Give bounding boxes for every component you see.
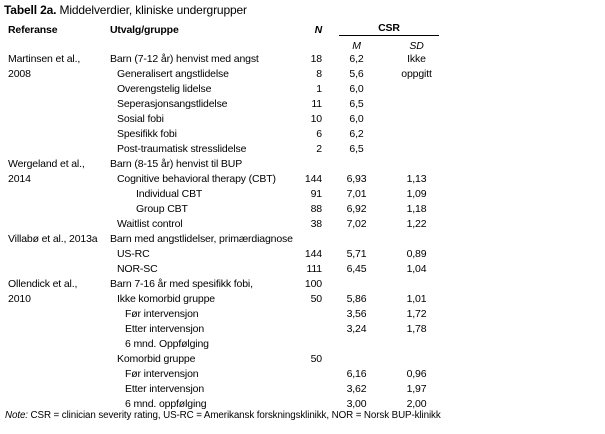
- table-row: [8, 232, 449, 247]
- header-sd: SD: [409, 40, 424, 52]
- table-row: [8, 367, 449, 382]
- table-row: [8, 172, 449, 187]
- sd-cell: 1,18: [406, 203, 427, 215]
- m-cell: 6,2: [349, 53, 364, 65]
- n-cell: 91: [310, 188, 322, 200]
- sd-cell: 2,00: [406, 398, 427, 410]
- table-row: [8, 292, 449, 307]
- m-cell: 5,71: [346, 248, 367, 260]
- table-row: [8, 337, 449, 352]
- reference-cell: 2014: [8, 173, 31, 185]
- group-cell: Barn (8-15 år) henvist til BUP: [110, 158, 243, 170]
- group-cell: Etter intervensjon: [125, 383, 205, 395]
- m-cell: 6,5: [349, 98, 364, 110]
- table-row: [8, 97, 449, 112]
- sd-cell: 1,22: [406, 218, 427, 230]
- group-cell: Individual CBT: [136, 188, 203, 200]
- table-row: [8, 187, 449, 202]
- n-cell: 6: [316, 128, 322, 140]
- sd-cell: oppgitt: [401, 68, 432, 80]
- table-body: [8, 52, 449, 412]
- group-cell: Barn med angstlidelser, primærdiagnose: [110, 233, 293, 245]
- group-cell: NOR-SC: [117, 263, 158, 275]
- table-row: [8, 322, 449, 337]
- reference-cell: Villabø et al., 2013a: [8, 233, 98, 245]
- header-n: N: [314, 24, 322, 36]
- group-cell: Komorbid gruppe: [117, 353, 196, 365]
- n-cell: 11: [311, 98, 322, 110]
- reference-cell: 2008: [8, 68, 31, 80]
- sd-cell: 1,13: [406, 173, 427, 185]
- m-cell: 7,01: [346, 188, 367, 200]
- group-cell: Barn 7-16 år med spesifikk fobi,: [110, 278, 253, 290]
- n-cell: 38: [310, 218, 322, 230]
- n-cell: 144: [304, 173, 322, 185]
- sd-cell: 1,78: [406, 323, 427, 335]
- group-cell: Etter intervensjon: [125, 323, 205, 335]
- n-cell: 100: [304, 278, 322, 290]
- table-note: [5, 410, 441, 421]
- sd-cell: 0,96: [406, 368, 427, 380]
- group-cell: 6 mnd. Oppfølging: [125, 338, 209, 350]
- group-cell: Overengstelig lidelse: [117, 83, 212, 95]
- n-cell: 144: [304, 248, 322, 260]
- table-row: [8, 262, 449, 277]
- n-cell: 10: [310, 113, 322, 125]
- reference-cell: Wergeland et al.,: [8, 158, 85, 170]
- sd-cell: 1,09: [406, 188, 427, 200]
- group-cell: Spesifikk fobi: [117, 128, 177, 140]
- n-cell: 8: [316, 68, 322, 80]
- group-cell: Seperasjonsangstlidelse: [117, 98, 228, 110]
- m-cell: 6,2: [349, 128, 364, 140]
- group-cell: Før intervensjon: [125, 368, 199, 380]
- sd-cell: 1,04: [406, 263, 427, 275]
- sd-cell: 1,97: [406, 383, 427, 395]
- m-cell: 5,6: [349, 68, 364, 80]
- m-cell: 6,5: [349, 143, 364, 155]
- reference-cell: Martinsen et al.,: [8, 53, 81, 65]
- header-utvalg-gruppe: Utvalg/gruppe: [110, 24, 179, 36]
- note-label: Note:: [5, 410, 28, 421]
- table-header-row-1: [8, 22, 449, 36]
- table-number: Tabell 2a.: [4, 3, 57, 17]
- m-cell: 6,45: [346, 263, 367, 275]
- table-row: [8, 112, 449, 127]
- m-cell: 6,92: [346, 203, 367, 215]
- group-cell: US-RC: [117, 248, 150, 260]
- table-row: [8, 217, 449, 232]
- table-row: [8, 352, 449, 367]
- n-cell: 50: [310, 353, 322, 365]
- note-text: CSR = clinician severity rating, US-RC = Amerikansk forskningsklinikk, NOR = Norsk BUP-klinikk: [27, 410, 441, 421]
- n-cell: 1: [316, 83, 322, 95]
- table-row: [8, 157, 449, 172]
- group-cell: Barn (7-12 år) henvist med angst: [110, 53, 259, 65]
- n-cell: 18: [310, 53, 322, 65]
- header-referanse: Referanse: [8, 24, 58, 36]
- group-cell: Sosial fobi: [117, 113, 164, 125]
- n-cell: 2: [316, 143, 322, 155]
- reference-cell: 2010: [8, 293, 31, 305]
- m-cell: 6,0: [349, 113, 364, 125]
- sd-cell: 1,01: [406, 293, 427, 305]
- sd-cell: 0,89: [406, 248, 427, 260]
- group-cell: 6 mnd. oppfølging: [125, 398, 207, 410]
- m-cell: 3,24: [346, 323, 367, 335]
- sd-cell: 1,72: [406, 308, 427, 320]
- m-cell: 3,62: [346, 383, 367, 395]
- table-row: [8, 277, 449, 292]
- header-m: M: [352, 40, 361, 52]
- n-cell: 50: [310, 293, 322, 305]
- m-cell: 3,56: [346, 308, 367, 320]
- group-cell: Før intervensjon: [125, 308, 199, 320]
- header-csr: CSR: [339, 22, 439, 36]
- reference-cell: Ollendick et al.,: [8, 278, 78, 290]
- table-title: [4, 3, 247, 17]
- table-row: [8, 142, 449, 157]
- m-cell: 6,0: [349, 83, 364, 95]
- sd-cell: Ikke: [407, 53, 426, 65]
- table-row: [8, 202, 449, 217]
- m-cell: 3,00: [346, 398, 367, 410]
- table-row: [8, 52, 449, 67]
- m-cell: 7,02: [346, 218, 367, 230]
- table-row: [8, 67, 449, 82]
- group-cell: Cognitive behavioral therapy (CBT): [117, 173, 276, 185]
- n-cell: 111: [306, 263, 322, 275]
- table-row: [8, 82, 449, 97]
- table-caption: Middelverdier, kliniske undergrupper: [56, 3, 247, 17]
- group-cell: Ikke komorbid gruppe: [117, 293, 215, 305]
- n-cell: 88: [310, 203, 322, 215]
- table-header-row-2: [8, 40, 449, 52]
- table-row: [8, 307, 449, 322]
- group-cell: Post-traumatisk stresslidelse: [117, 143, 247, 155]
- table-row: [8, 127, 449, 142]
- group-cell: Waitlist control: [117, 218, 183, 230]
- group-cell: Group CBT: [136, 203, 188, 215]
- group-cell: Generalisert angstlidelse: [117, 68, 229, 80]
- table-row: [8, 247, 449, 262]
- m-cell: 6,16: [346, 368, 367, 380]
- table-row: [8, 382, 449, 397]
- m-cell: 6,93: [346, 173, 367, 185]
- m-cell: 5,86: [346, 293, 367, 305]
